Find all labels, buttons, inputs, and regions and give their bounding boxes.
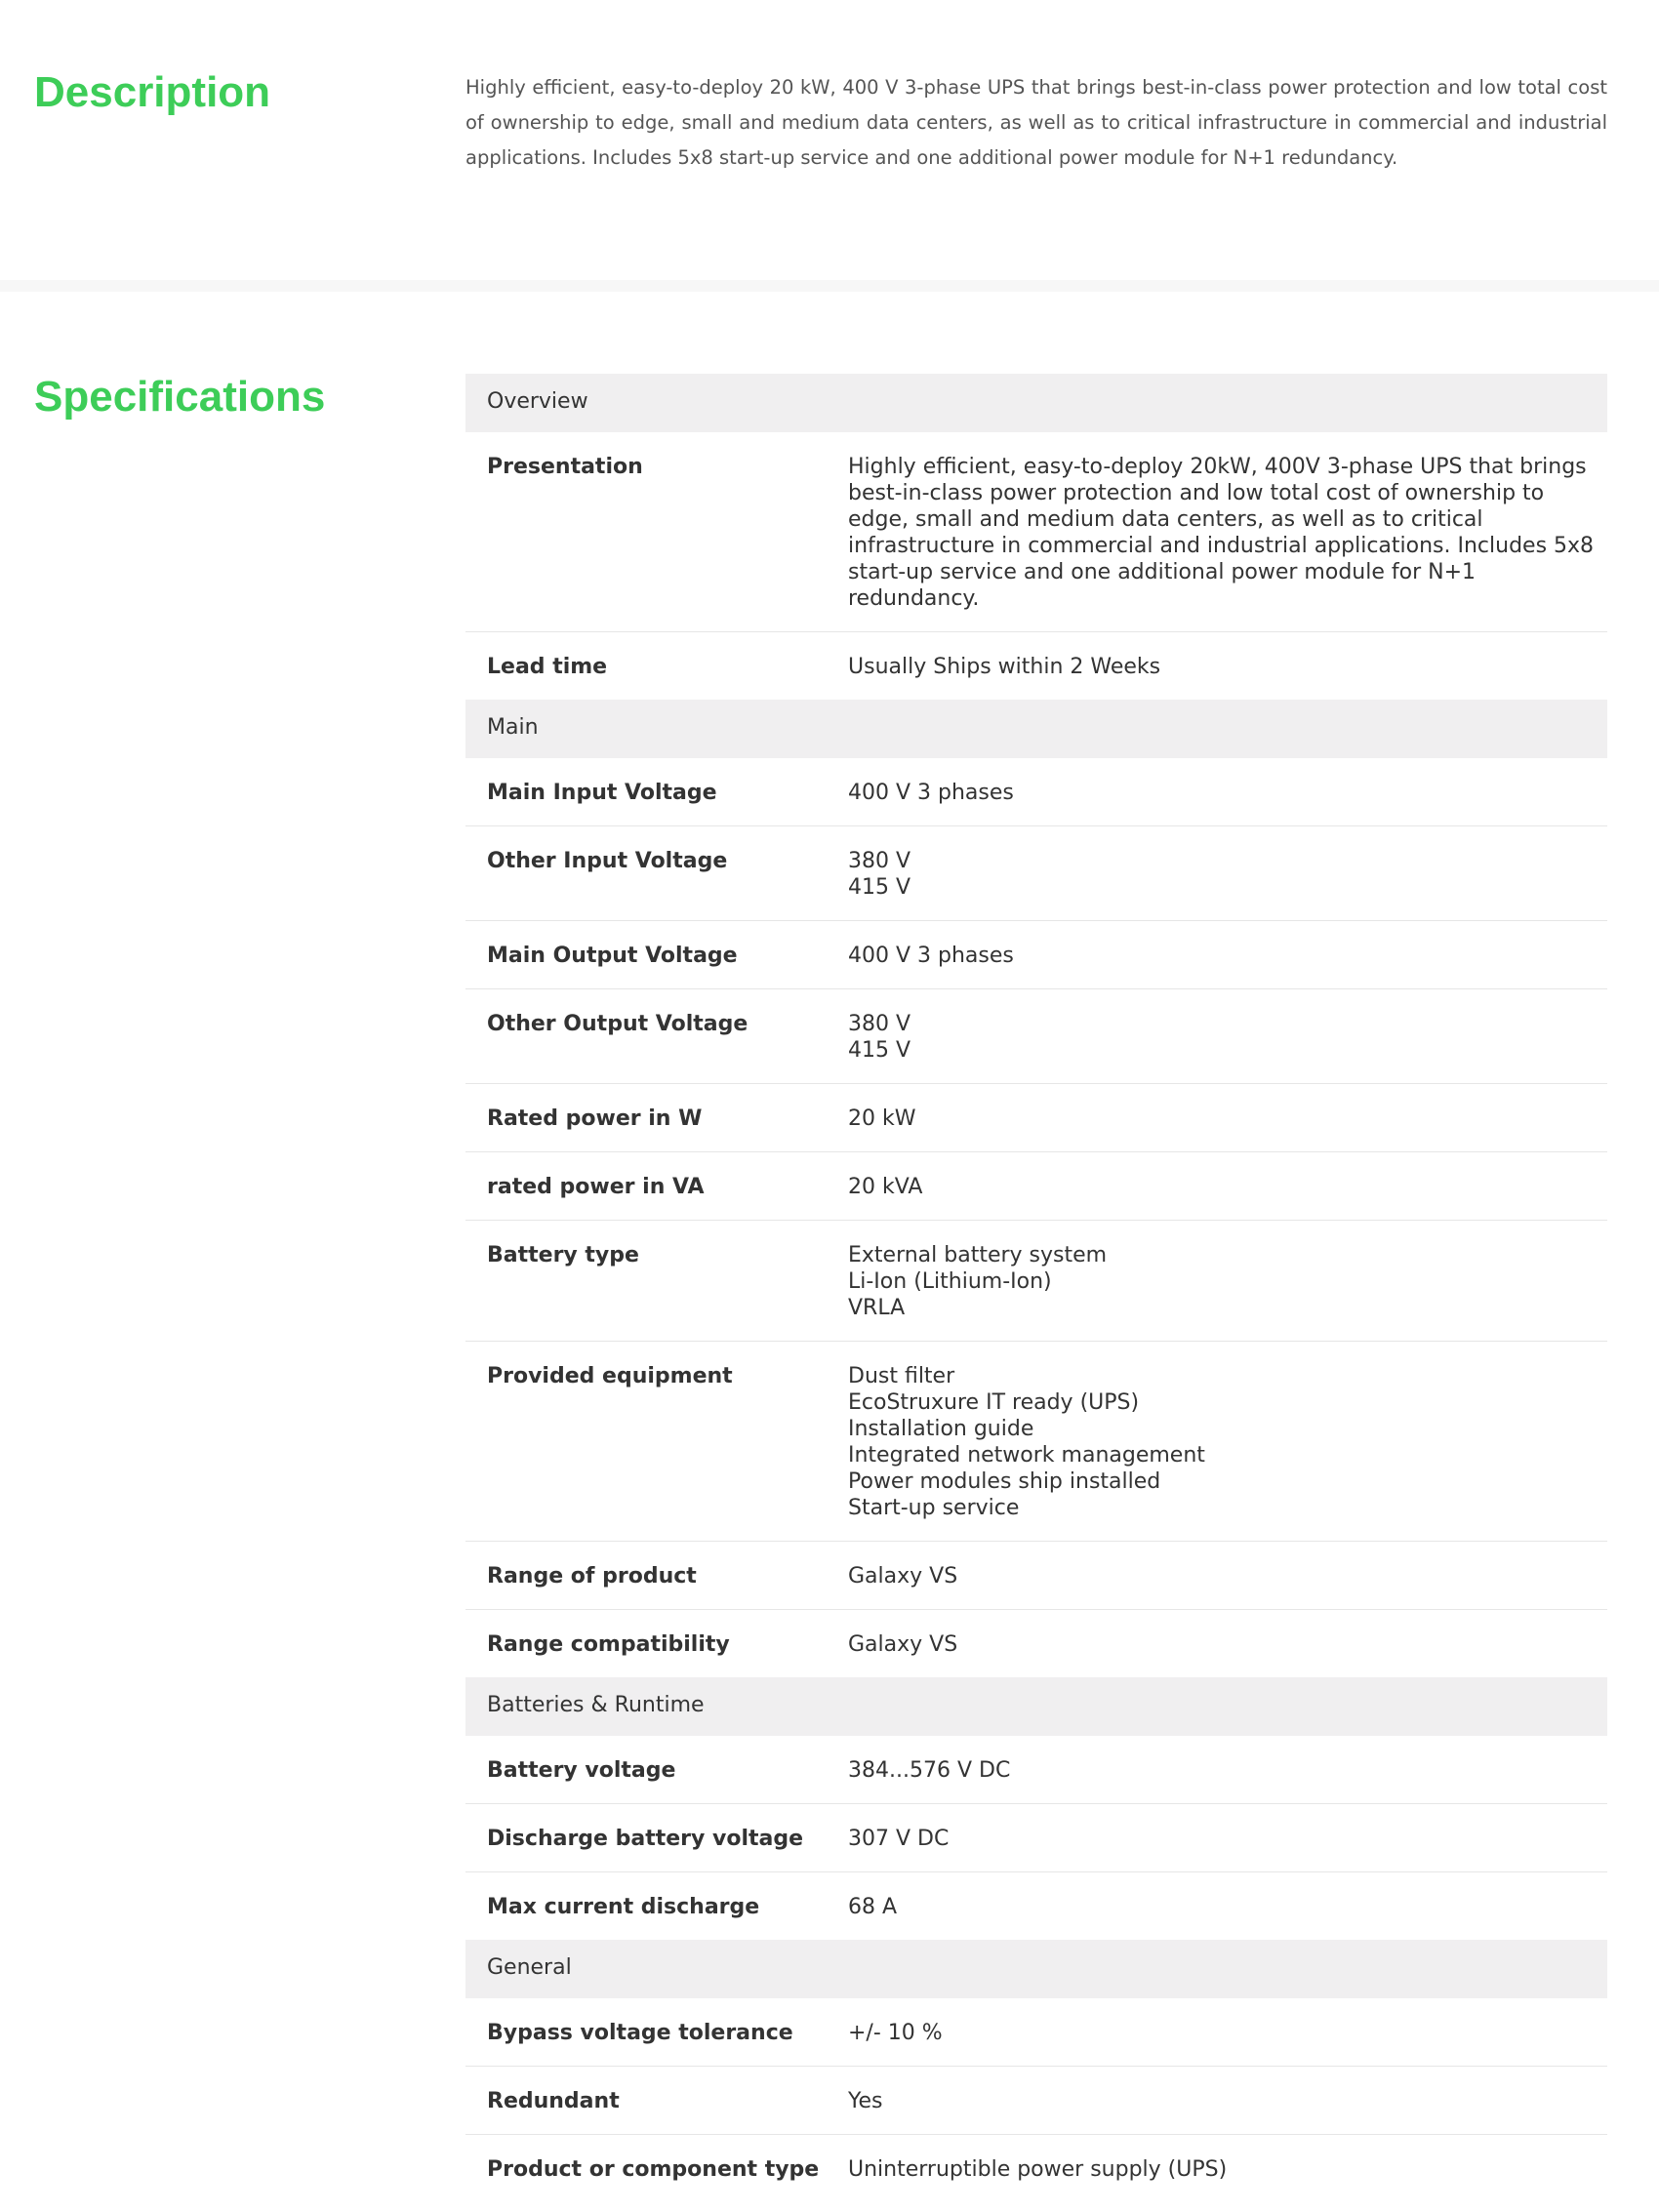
spec-value-line: Galaxy VS xyxy=(848,1632,958,1657)
spec-row xyxy=(465,1152,1607,1221)
spec-value xyxy=(848,1363,1607,1521)
spec-row xyxy=(465,632,1607,700)
spec-value xyxy=(848,1631,1607,1658)
specifications-heading: Specifications xyxy=(34,373,326,421)
description-heading: Description xyxy=(34,68,271,116)
spec-group-header: Batteries & Runtime xyxy=(465,1677,1607,1736)
spec-key: Rated power in W xyxy=(487,1106,703,1131)
spec-value xyxy=(848,780,1607,806)
spec-value-line: Usually Ships within 2 Weeks xyxy=(848,655,1161,679)
specifications-table xyxy=(465,374,1607,2202)
spec-row xyxy=(465,1342,1607,1542)
spec-value xyxy=(848,1757,1607,1784)
spec-value-line: Li-Ion (Lithium-Ion) xyxy=(848,1269,1052,1294)
spec-value-line: Start-up service xyxy=(848,1496,1020,1520)
spec-value xyxy=(848,1826,1607,1852)
spec-key: Main Input Voltage xyxy=(487,781,717,805)
spec-key: Battery type xyxy=(487,1243,639,1267)
spec-value-line: Yes xyxy=(848,2089,883,2113)
spec-group-header: Overview xyxy=(465,374,1607,432)
spec-row xyxy=(465,1804,1607,1872)
spec-row xyxy=(465,1998,1607,2067)
spec-value-line: External battery system xyxy=(848,1243,1108,1267)
spec-value-line: 380 V xyxy=(848,1012,911,1036)
spec-row xyxy=(465,921,1607,989)
spec-value-line: +/- 10 % xyxy=(848,2021,943,2045)
spec-group-header: Main xyxy=(465,700,1607,758)
spec-value-line: Uninterruptible power supply (UPS) xyxy=(848,2157,1228,2182)
spec-value xyxy=(848,848,1607,901)
spec-value-line: 380 V xyxy=(848,849,911,873)
spec-key: Presentation xyxy=(487,455,643,479)
spec-row xyxy=(465,1542,1607,1610)
spec-value xyxy=(848,1106,1607,1132)
spec-value-line: 415 V xyxy=(848,875,911,900)
spec-value-line: VRLA xyxy=(848,1296,906,1320)
spec-key: Range compatibility xyxy=(487,1632,730,1657)
spec-key: Product or component type xyxy=(487,2157,820,2182)
spec-value-line: 20 kVA xyxy=(848,1175,923,1199)
spec-value xyxy=(848,1242,1607,1321)
spec-key: Max current discharge xyxy=(487,1895,760,1919)
spec-value-line: EcoStruxure IT ready (UPS) xyxy=(848,1390,1140,1415)
spec-value xyxy=(848,654,1607,680)
spec-value-line: Installation guide xyxy=(848,1417,1034,1441)
spec-key: Other Output Voltage xyxy=(487,1012,749,1036)
spec-value-line: 20 kW xyxy=(848,1106,916,1131)
spec-row xyxy=(465,1610,1607,1677)
spec-value-line: Dust filter xyxy=(848,1364,955,1388)
spec-row xyxy=(465,758,1607,826)
spec-value-line: Power modules ship installed xyxy=(848,1469,1161,1494)
spec-row xyxy=(465,432,1607,632)
spec-value xyxy=(848,1894,1607,1920)
spec-row xyxy=(465,1221,1607,1342)
spec-row xyxy=(465,1736,1607,1804)
spec-value-line: 68 A xyxy=(848,1895,898,1919)
spec-value xyxy=(848,1174,1607,1200)
spec-row xyxy=(465,2067,1607,2135)
section-divider xyxy=(0,280,1659,292)
spec-value-line: 384...576 V DC xyxy=(848,1758,1011,1783)
spec-value-line: Highly efficient, easy-to-deploy 20kW, 400V 3-phase UPS that brings best-in-class power protection and low total cost of ownership to edge, small and medium data centers, as well as to critical infrastructure in commercial and industrial applications. Includes 5x8 start-up service and one additional power module for N+1 redundancy. xyxy=(848,455,1595,611)
spec-row xyxy=(465,989,1607,1084)
spec-value-line: Integrated network management xyxy=(848,1443,1205,1468)
spec-key: Main Output Voltage xyxy=(487,944,738,968)
spec-key: Other Input Voltage xyxy=(487,849,728,873)
spec-key: Bypass voltage tolerance xyxy=(487,2021,793,2045)
spec-value-line: 400 V 3 phases xyxy=(848,944,1014,968)
spec-value xyxy=(848,2156,1607,2183)
spec-row xyxy=(465,2135,1607,2202)
spec-value xyxy=(848,2020,1607,2046)
spec-group-header: General xyxy=(465,1940,1607,1998)
description-text: Highly efficient, easy-to-deploy 20 kW, 400 V 3-phase UPS that brings best-in-class power protection and low total cost of ownership to edge, small and medium data centers, as well as to critical infrastructure in commercial and industrial applications. Includes 5x8 start-up service and one additional power module for N+1 redundancy. xyxy=(465,76,1607,169)
spec-row xyxy=(465,1872,1607,1940)
spec-row xyxy=(465,1084,1607,1152)
spec-value xyxy=(848,454,1607,612)
spec-value xyxy=(848,943,1607,969)
spec-key: Battery voltage xyxy=(487,1758,676,1783)
spec-key: Discharge battery voltage xyxy=(487,1827,804,1851)
spec-key: rated power in VA xyxy=(487,1175,705,1199)
spec-value-line: 415 V xyxy=(848,1038,911,1063)
spec-value-line: Galaxy VS xyxy=(848,1564,958,1589)
spec-row xyxy=(465,826,1607,921)
spec-value xyxy=(848,2088,1607,2114)
spec-value-line: 400 V 3 phases xyxy=(848,781,1014,805)
spec-key: Redundant xyxy=(487,2089,620,2113)
spec-value xyxy=(848,1011,1607,1064)
spec-key: Lead time xyxy=(487,655,608,679)
spec-key: Range of product xyxy=(487,1564,697,1589)
spec-key: Provided equipment xyxy=(487,1364,733,1388)
spec-value xyxy=(848,1563,1607,1589)
spec-value-line: 307 V DC xyxy=(848,1827,950,1851)
